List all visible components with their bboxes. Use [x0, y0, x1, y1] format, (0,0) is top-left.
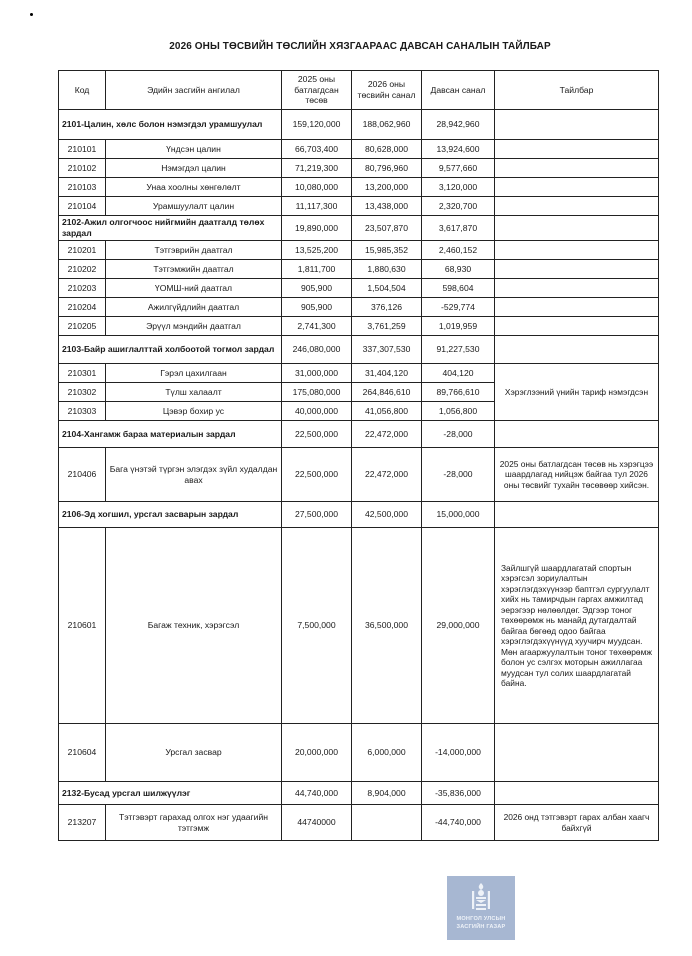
note-cell: Хэрэглээний үнийн тариф нэмэгдсэн — [495, 364, 659, 421]
excess-cell: 1,056,800 — [422, 402, 495, 421]
code-cell: 210406 — [59, 448, 106, 502]
code-cell: 210301 — [59, 364, 106, 383]
section-name: 2106-Эд хогшил, урсгал засварын зардал — [59, 502, 282, 528]
excess-cell: 598,604 — [422, 279, 495, 298]
excess-cell: -35,836,000 — [422, 782, 495, 805]
excess-cell: 9,577,660 — [422, 159, 495, 178]
approved-cell: 246,080,000 — [282, 336, 352, 364]
draft-cell: 42,500,000 — [352, 502, 422, 528]
header-code: Код — [59, 71, 106, 110]
excess-cell: 3,120,000 — [422, 178, 495, 197]
header-draft-2026: 2026 оны төсвийн санал — [352, 71, 422, 110]
approved-cell: 7,500,000 — [282, 528, 352, 724]
name-cell: Урсгал засвар — [106, 724, 282, 782]
approved-cell: 44,740,000 — [282, 782, 352, 805]
table-row — [59, 448, 659, 502]
note-cell: 2025 оны батлагдсан төсөв нь хэрэгцээ шаардлагад нийцэж байгаа тул 2026 оны төсвийг тухайн төсөвөөр хийсэн. — [495, 448, 659, 502]
draft-cell: 31,404,120 — [352, 364, 422, 383]
note-cell — [495, 197, 659, 216]
code-cell: 210103 — [59, 178, 106, 197]
approved-cell: 22,500,000 — [282, 421, 352, 448]
approved-cell: 13,525,200 — [282, 241, 352, 260]
name-cell: Тэтгэвэрт гарахад олгох нэг удаагийн тэтгэмж — [106, 805, 282, 841]
approved-cell: 1,811,700 — [282, 260, 352, 279]
excess-cell: 68,930 — [422, 260, 495, 279]
code-cell: 210102 — [59, 159, 106, 178]
section-name: 2102-Ажил олгогчоос нийгмийн даатгалд төлөх зардал — [59, 216, 282, 241]
excess-cell: -44,740,000 — [422, 805, 495, 841]
excess-cell: 89,766,610 — [422, 383, 495, 402]
header-excess: Давсан санал — [422, 71, 495, 110]
table-row — [59, 197, 659, 216]
name-cell: ҮОМШ-ний даатгал — [106, 279, 282, 298]
table-header-row — [59, 71, 659, 110]
draft-cell: 376,126 — [352, 298, 422, 317]
draft-cell: 8,904,000 — [352, 782, 422, 805]
note-cell — [495, 279, 659, 298]
approved-cell: 31,000,000 — [282, 364, 352, 383]
note-cell: 2026 онд тэтгэвэрт гарах албан хаагч байхгүй — [495, 805, 659, 841]
code-cell: 210201 — [59, 241, 106, 260]
note-cell — [495, 159, 659, 178]
logo-line-2: ЗАСГИЙН ГАЗАР — [456, 924, 506, 930]
note-cell — [495, 502, 659, 528]
approved-cell: 22,500,000 — [282, 448, 352, 502]
code-cell: 210205 — [59, 317, 106, 336]
excess-cell: 2,460,152 — [422, 241, 495, 260]
draft-cell: 15,985,352 — [352, 241, 422, 260]
note-cell: Зайлшгүй шаардлагатай спортын хэрэгсэл зориулалтын хэрэглэгдэхүүнээр баптгэл сургуулалт хийх нь тамирчдын гаргах амжилтад эерэгээр нөлөөлдөг. Эдгээр тоног төхөөрөмж нь манайд дутагдалтай байгаа бөгөөд одоо байгаа хэрэглэгдэхүүнүүд хуучирч муудсан. Мөн агааржуулалтын тоног төхөөрөмж болон ус сэлгэх моторын ажиллагаа муудсан тул солих шаардлагатай байна. — [495, 528, 659, 724]
name-cell: Нэмэгдэл цалин — [106, 159, 282, 178]
table-row — [59, 364, 659, 383]
code-cell: 210104 — [59, 197, 106, 216]
approved-cell: 175,080,000 — [282, 383, 352, 402]
government-logo — [447, 876, 515, 940]
name-cell: Үндсэн цалин — [106, 140, 282, 159]
approved-cell: 159,120,000 — [282, 110, 352, 140]
name-cell: Бага үнэтэй түргэн элэгдэх зүйл худалдан авах — [106, 448, 282, 502]
excess-cell: 91,227,530 — [422, 336, 495, 364]
approved-cell: 11,117,300 — [282, 197, 352, 216]
code-cell: 210202 — [59, 260, 106, 279]
note-cell — [495, 241, 659, 260]
name-cell: Урамшуулалт цалин — [106, 197, 282, 216]
note-cell — [495, 336, 659, 364]
draft-cell: 1,880,630 — [352, 260, 422, 279]
code-cell: 210302 — [59, 383, 106, 402]
approved-cell: 10,080,000 — [282, 178, 352, 197]
table-row — [59, 317, 659, 336]
excess-cell: 28,942,960 — [422, 110, 495, 140]
note-cell — [495, 260, 659, 279]
draft-cell: 80,628,000 — [352, 140, 422, 159]
section-name: 2101-Цалин, хөлс болон нэмэгдэл урамшуулал — [59, 110, 282, 140]
approved-cell: 905,900 — [282, 279, 352, 298]
table-row — [59, 724, 659, 782]
excess-cell: -28,000 — [422, 448, 495, 502]
approved-cell: 71,219,300 — [282, 159, 352, 178]
table-row — [59, 159, 659, 178]
name-cell: Цэвэр бохир ус — [106, 402, 282, 421]
approved-cell: 66,703,400 — [282, 140, 352, 159]
excess-cell: 1,019,959 — [422, 317, 495, 336]
header-approved-2025: 2025 оны батлагдсан төсөв — [282, 71, 352, 110]
name-cell: Гэрэл цахилгаан — [106, 364, 282, 383]
draft-cell: 36,500,000 — [352, 528, 422, 724]
corner-dot — [30, 13, 33, 16]
excess-cell: 15,000,000 — [422, 502, 495, 528]
section-name: 2104-Хангамж бараа материалын зардал — [59, 421, 282, 448]
draft-cell: 1,504,504 — [352, 279, 422, 298]
code-cell: 210303 — [59, 402, 106, 421]
table-row — [59, 178, 659, 197]
logo-line-1: МОНГОЛ УЛСЫН — [456, 916, 506, 922]
code-cell: 210203 — [59, 279, 106, 298]
code-cell: 210204 — [59, 298, 106, 317]
approved-cell: 19,890,000 — [282, 216, 352, 241]
note-cell — [495, 110, 659, 140]
name-cell: Багаж техник, хэрэгсэл — [106, 528, 282, 724]
excess-cell: -529,774 — [422, 298, 495, 317]
code-cell: 210101 — [59, 140, 106, 159]
note-cell — [495, 178, 659, 197]
draft-cell: 41,056,800 — [352, 402, 422, 421]
table-row — [59, 528, 659, 724]
section-name: 2132-Бусад урсгал шилжүүлэг — [59, 782, 282, 805]
draft-cell: 6,000,000 — [352, 724, 422, 782]
table-row — [59, 298, 659, 317]
excess-cell: 2,320,700 — [422, 197, 495, 216]
draft-cell: 23,507,870 — [352, 216, 422, 241]
draft-cell: 13,438,000 — [352, 197, 422, 216]
soyombo-emblem-icon — [447, 881, 515, 915]
note-cell — [495, 317, 659, 336]
draft-cell: 188,062,960 — [352, 110, 422, 140]
excess-cell: -14,000,000 — [422, 724, 495, 782]
excess-cell: 404,120 — [422, 364, 495, 383]
table-row — [59, 260, 659, 279]
excess-cell: 29,000,000 — [422, 528, 495, 724]
draft-cell — [352, 805, 422, 841]
table-row — [59, 140, 659, 159]
approved-cell: 27,500,000 — [282, 502, 352, 528]
header-classification: Эдийн засгийн ангилал — [106, 71, 282, 110]
section-row — [59, 421, 659, 448]
note-cell — [495, 724, 659, 782]
name-cell: Тэтгэмжийн даатгал — [106, 260, 282, 279]
note-cell — [495, 782, 659, 805]
name-cell: Ажилгүйдлийн даатгал — [106, 298, 282, 317]
approved-cell: 2,741,300 — [282, 317, 352, 336]
excess-cell: 13,924,600 — [422, 140, 495, 159]
approved-cell: 905,900 — [282, 298, 352, 317]
code-cell: 213207 — [59, 805, 106, 841]
table-row — [59, 241, 659, 260]
code-cell: 210601 — [59, 528, 106, 724]
draft-cell: 22,472,000 — [352, 448, 422, 502]
table-row — [59, 279, 659, 298]
section-name: 2103-Байр ашиглалттай холбоотой тогмол зардал — [59, 336, 282, 364]
name-cell: Унаа хоолны хөнгөлөлт — [106, 178, 282, 197]
note-cell — [495, 421, 659, 448]
note-cell — [495, 140, 659, 159]
draft-cell: 13,200,000 — [352, 178, 422, 197]
approved-cell: 40,000,000 — [282, 402, 352, 421]
excess-cell: 3,617,870 — [422, 216, 495, 241]
note-cell — [495, 298, 659, 317]
section-row — [59, 502, 659, 528]
note-cell — [495, 216, 659, 241]
draft-cell: 3,761,259 — [352, 317, 422, 336]
code-cell: 210604 — [59, 724, 106, 782]
draft-cell: 22,472,000 — [352, 421, 422, 448]
name-cell: Эрүүл мэндийн даатгал — [106, 317, 282, 336]
name-cell: Түлш халаалт — [106, 383, 282, 402]
draft-cell: 337,307,530 — [352, 336, 422, 364]
section-row — [59, 336, 659, 364]
section-row — [59, 782, 659, 805]
section-row — [59, 110, 659, 140]
excess-cell: -28,000 — [422, 421, 495, 448]
page-title: 2026 ОНЫ ТӨСВИЙН ТӨСЛИЙН ХЯЗГААРААС ДАВСАН САНАЛЫН ТАЙЛБАР — [169, 41, 551, 52]
header-note: Тайлбар — [495, 71, 659, 110]
section-row — [59, 216, 659, 241]
approved-cell: 20,000,000 — [282, 724, 352, 782]
budget-table — [58, 70, 659, 841]
name-cell: Тэтгэврийн даатгал — [106, 241, 282, 260]
table-row — [59, 805, 659, 841]
draft-cell: 80,796,960 — [352, 159, 422, 178]
draft-cell: 264,846,610 — [352, 383, 422, 402]
approved-cell: 44740000 — [282, 805, 352, 841]
